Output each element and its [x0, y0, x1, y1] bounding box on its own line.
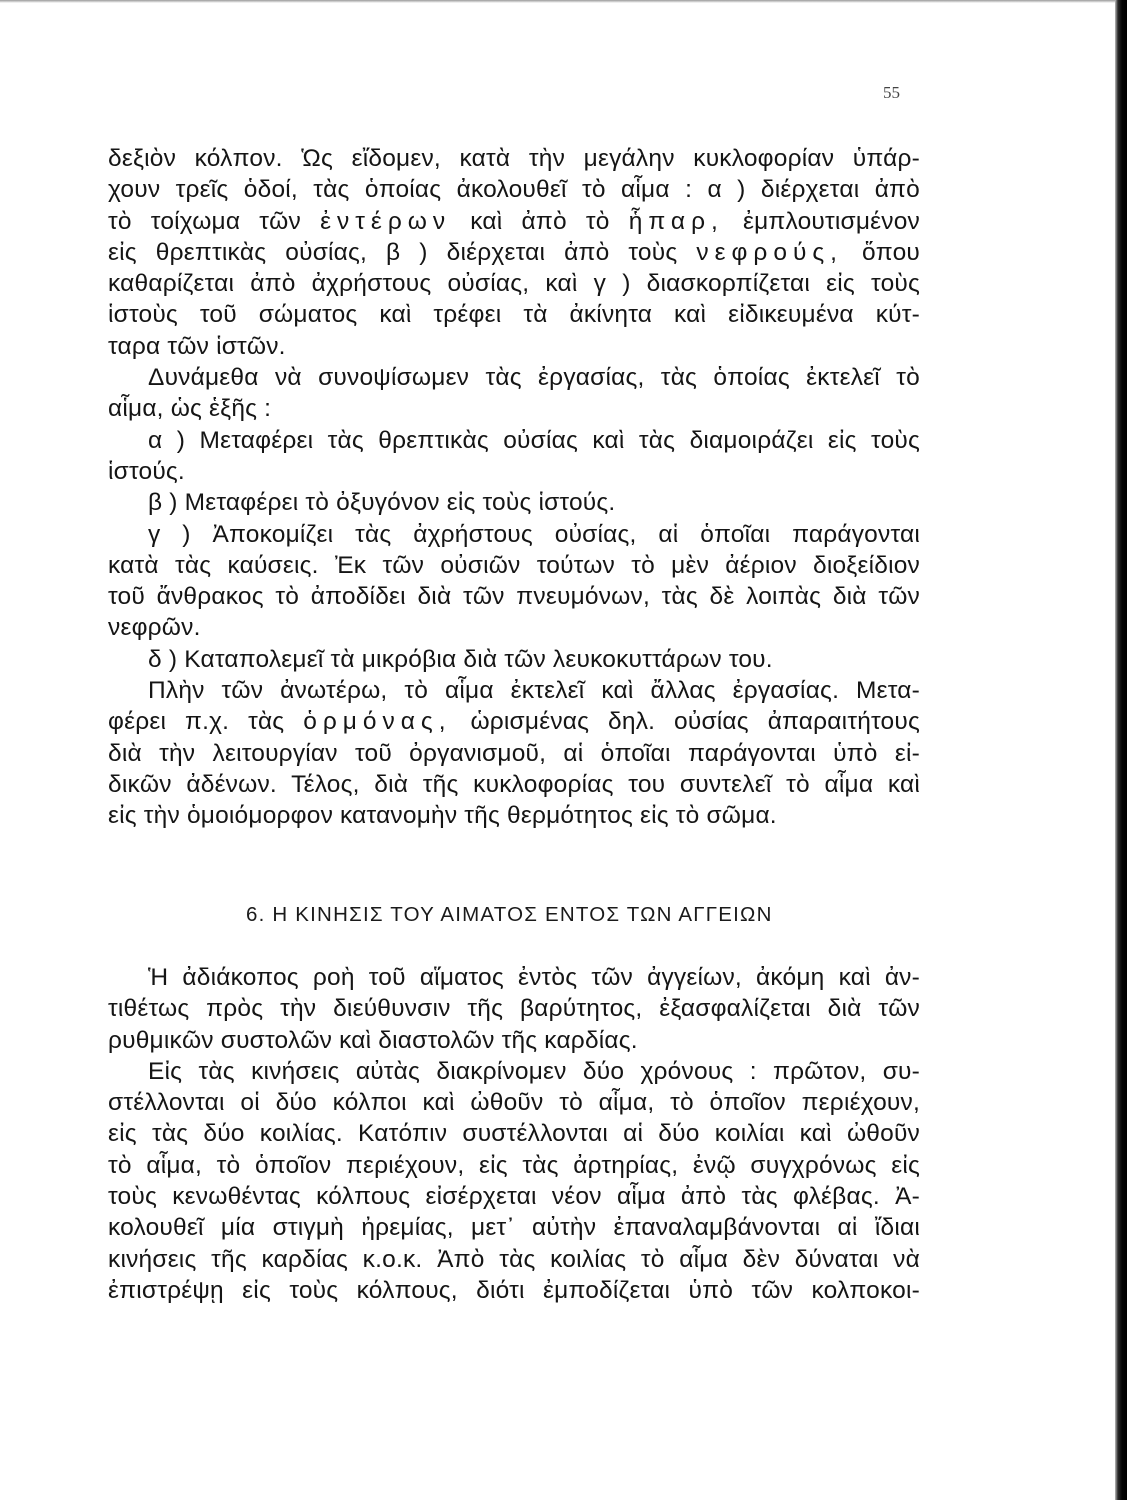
text-line: διὰ τὴν λειτουργίαν τοῦ ὀργανισμοῦ, αἱ ὁποῖαι παράγονται ὑπὸ εἰ- [108, 739, 920, 767]
text-line: Δυνάμεθα νὰ συνοψίσωμεν τὰς ἐργασίας, τὰς ὁποίας ἐκτελεῖ τὸ [148, 364, 920, 392]
text-line: δικῶν ἀδένων. Τέλος, διὰ τῆς κυκλοφορίας του συντελεῖ τὸ αἷμα καὶ [108, 770, 920, 798]
text-line: ρυθμικῶν συστολῶν καὶ διαστολῶν τῆς καρδίας. [108, 1026, 638, 1054]
text-line: εἰς τὴν ὁμοιόμορφον κατανομὴν τῆς θερμότητος εἰς τὸ σῶμα. [108, 802, 777, 830]
text-line: τιθέτως πρὸς τὴν διεύθυνσιν τῆς βαρύτητος, ἐξασφαλίζεται διὰ τῶν [108, 995, 920, 1023]
text-segment: εἰς θρεπτικὰς οὐσίας, β ) διέρχεται ἀπὸ τοὺς [108, 238, 678, 266]
text-line: ἱστοὺς τοῦ σώματος καὶ τρέφει τὰ ἀκίνητα καὶ εἰδικευμένα κύτ- [108, 301, 920, 329]
text-line: ἱστούς. [108, 457, 185, 485]
text-line: δεξιὸν κόλπον. Ὡς εἴδομεν, κατὰ τὴν μεγάλην κυκλοφορίαν ὑπάρ- [108, 145, 920, 172]
lower-body-text [108, 962, 920, 1306]
text-line: στέλλονται οἱ δύο κόλποι καὶ ὠθοῦν τὸ αἷμα, τὸ ὁποῖον περιέχουν, [108, 1089, 920, 1117]
upper-body-text [108, 143, 920, 832]
text-line: καθαρίζεται ἀπὸ ἀχρήστους οὐσίας, καὶ γ ) διασκορπίζεται εἰς τοὺς [108, 270, 920, 298]
text-line: χουν τρεῖς ὁδοί, τὰς ὁποίας ἀκολουθεῖ τὸ αἷμα : α ) διέρχεται ἀπὸ [108, 176, 920, 204]
text-line: δ ) Καταπολεμεῖ τὰ μικρόβια διὰ τῶν λευκοκυττάρων του. [148, 645, 773, 673]
emphasized-term: ἐντέρων [320, 207, 452, 235]
text-line: Ἡ ἀδιάκοπος ροὴ τοῦ αἵματος ἐντὸς τῶν ἀγγείων, ἀκόμη καὶ ἀν- [148, 964, 920, 991]
scan-border-right [1115, 0, 1127, 1500]
text-line: τοὺς κενωθέντας κόλπους εἰσέρχεται νέον αἷμα ἀπὸ τὰς φλέβας. Ἀ- [108, 1183, 920, 1211]
text-line: γ ) Ἀποκομίζει τὰς ἀχρήστους οὐσίας, αἱ ὁποῖαι παράγονται [148, 520, 920, 548]
text-segment: ὡρισμένας δηλ. οὐσίας ἀπαραιτήτους [470, 708, 920, 736]
text-segment: καὶ ἀπὸ τὸ [470, 207, 610, 235]
text-segment: ὅπου [861, 238, 920, 266]
text-line: τὸ αἷμα, τὸ ὁποῖον περιέχουν, εἰς τὰς ἀρτηρίας, ἐνῷ συγχρόνως εἰς [108, 1151, 920, 1179]
text-segment: ἐμπλουτισμένον [742, 207, 921, 235]
text-line: κατὰ τὰς καύσεις. Ἐκ τῶν οὐσιῶν τούτων τὸ μὲν ἀέριον διοξείδιον [108, 551, 920, 579]
text-line [108, 206, 920, 237]
text-line: κινήσεις τῆς καρδίας κ.ο.κ. Ἀπὸ τὰς κοιλίας τὸ αἷμα δὲν δύναται νὰ [108, 1245, 920, 1273]
text-line: Εἰς τὰς κινήσεις αὐτὰς διακρίνομεν δύο χρόνους : πρῶτον, συ- [148, 1057, 920, 1085]
text-segment: φέρει π.χ. τὰς [108, 708, 285, 736]
section-heading: 6. Η ΚΙΝΗΣΙΣ ΤΟΥ ΑΙΜΑΤΟΣ ΕΝΤΟΣ ΤΩΝ ΑΓΓΕΙΩΝ [246, 903, 773, 926]
text-line: ταρα τῶν ἱστῶν. [108, 332, 286, 360]
text-line [108, 706, 920, 737]
text-line: νεφρῶν. [108, 614, 201, 642]
text-line: τοῦ ἄνθρακος τὸ ἀποδίδει διὰ τῶν πνευμόνων, τὰς δὲ λοιπὰς διὰ τῶν [108, 583, 920, 611]
page-number: 55 [883, 83, 900, 102]
emphasized-term: ἧπαρ, [628, 207, 724, 235]
emphasized-term: ὁρμόνας, [303, 708, 452, 736]
emphasized-term: νεφρούς, [696, 238, 843, 266]
text-line: Πλὴν τῶν ἀνωτέρω, τὸ αἷμα ἐκτελεῖ καὶ ἄλλας ἐργασίας. Μετα- [148, 677, 920, 705]
text-line [108, 237, 920, 268]
text-line: αἷμα, ὡς ἑξῆς : [108, 395, 272, 423]
text-line: α ) Μεταφέρει τὰς θρεπτικὰς οὐσίας καὶ τὰς διαμοιράζει εἰς τοὺς [148, 426, 920, 454]
text-line: ἐπιστρέψῃ εἰς τοὺς κόλπους, διότι ἐμποδίζεται ὑπὸ τῶν κολποκοι- [108, 1276, 920, 1304]
text-line: κολουθεῖ μία στιγμὴ ἠρεμίας, μετ᾽ αὐτὴν ἐπαναλαμβάνονται αἱ ἴδιαι [108, 1214, 920, 1242]
text-segment: τὸ τοίχωμα τῶν [108, 207, 301, 235]
text-line: β ) Μεταφέρει τὸ ὀξυγόνον εἰς τοὺς ἱστούς. [148, 489, 616, 517]
text-line: εἰς τὰς δύο κοιλίας. Κατόπιν συστέλλονται αἱ δύο κοιλίαι καὶ ὠθοῦν [108, 1120, 920, 1148]
scan-border-top [0, 0, 1127, 3]
